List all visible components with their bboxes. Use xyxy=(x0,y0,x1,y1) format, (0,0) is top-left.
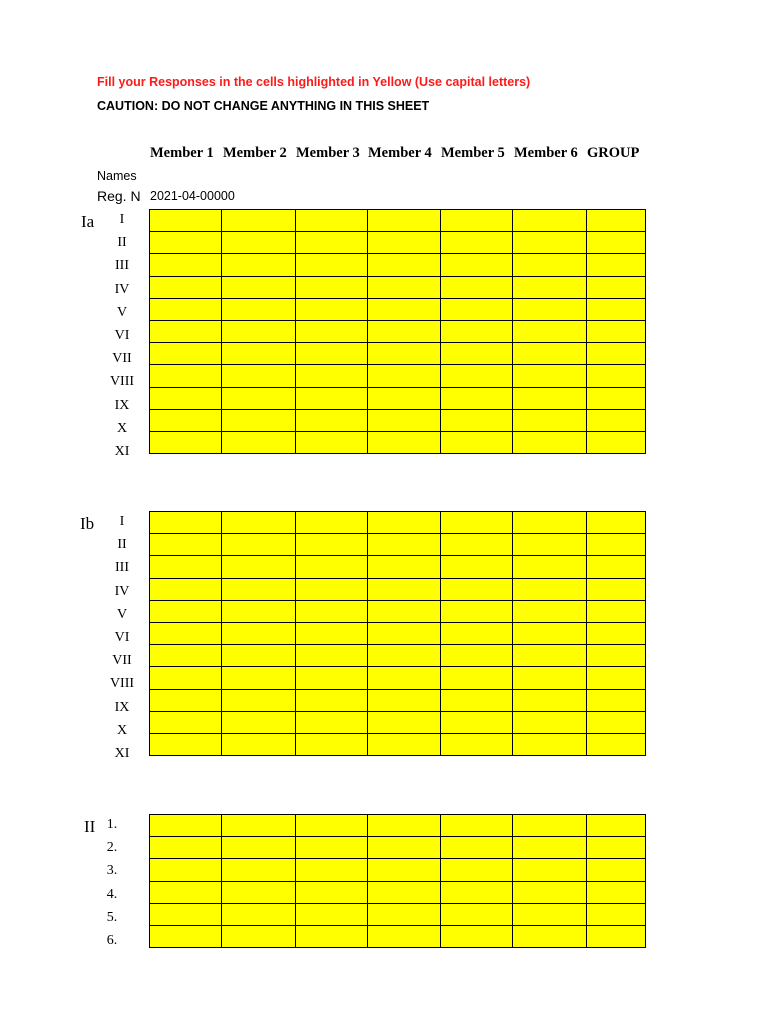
table-row xyxy=(150,622,646,644)
response-cell[interactable] xyxy=(150,431,222,453)
table-row xyxy=(150,711,646,733)
table-row xyxy=(150,733,646,755)
response-cell[interactable] xyxy=(367,387,440,409)
response-cell[interactable] xyxy=(586,556,645,578)
response-cell[interactable] xyxy=(586,320,645,342)
row-label: III xyxy=(115,560,129,576)
response-cell[interactable] xyxy=(367,343,440,365)
response-cell[interactable] xyxy=(441,210,513,232)
response-cell[interactable] xyxy=(150,254,222,276)
response-cell[interactable] xyxy=(441,276,513,298)
row-label: XI xyxy=(114,746,130,761)
response-cell[interactable] xyxy=(150,320,222,342)
response-cell[interactable] xyxy=(441,534,513,556)
response-cell[interactable] xyxy=(367,815,440,837)
response-cell[interactable] xyxy=(586,431,645,453)
row-label: I xyxy=(119,212,125,227)
response-cell[interactable] xyxy=(222,881,295,903)
response-cell[interactable] xyxy=(367,733,440,755)
response-cell[interactable] xyxy=(367,859,440,881)
response-cell[interactable] xyxy=(513,711,586,733)
response-cell[interactable] xyxy=(150,343,222,365)
response-cell[interactable] xyxy=(441,254,513,276)
response-cell[interactable] xyxy=(513,837,586,859)
response-cell[interactable] xyxy=(222,600,295,622)
response-cell[interactable] xyxy=(441,320,513,342)
row-label: IV xyxy=(114,583,130,599)
response-cell[interactable] xyxy=(222,711,295,733)
table-row xyxy=(150,512,646,534)
response-cell[interactable] xyxy=(150,859,222,881)
table-row xyxy=(150,365,646,387)
response-cell[interactable] xyxy=(586,512,645,534)
response-cell[interactable] xyxy=(222,534,295,556)
response-cell[interactable] xyxy=(222,859,295,881)
response-cell[interactable] xyxy=(150,622,222,644)
response-cell[interactable] xyxy=(367,254,440,276)
table-row xyxy=(150,431,646,453)
response-cell[interactable] xyxy=(367,903,440,925)
response-cell[interactable] xyxy=(222,622,295,644)
response-cell[interactable] xyxy=(150,298,222,320)
row-label: 1. xyxy=(106,817,118,832)
response-cell[interactable] xyxy=(586,733,645,755)
response-cell[interactable] xyxy=(295,711,367,733)
response-cell[interactable] xyxy=(367,881,440,903)
response-cell[interactable] xyxy=(367,512,440,534)
response-cell[interactable] xyxy=(586,815,645,837)
row-label: X xyxy=(116,420,128,436)
response-cell[interactable] xyxy=(513,387,586,409)
response-cell[interactable] xyxy=(586,276,645,298)
table-row xyxy=(150,578,646,600)
table-row xyxy=(150,534,646,556)
table-row xyxy=(150,387,646,409)
table-row xyxy=(150,881,646,903)
response-cell[interactable] xyxy=(222,276,295,298)
section-label: Ib xyxy=(80,514,95,533)
column-header-member-3: Member 3 xyxy=(296,145,360,161)
response-cell[interactable] xyxy=(513,431,586,453)
column-header-group: GROUP xyxy=(587,145,640,161)
row-label: 4. xyxy=(106,886,118,902)
response-cell[interactable] xyxy=(513,210,586,232)
response-cell[interactable] xyxy=(586,622,645,644)
response-cell[interactable] xyxy=(367,600,440,622)
response-cell[interactable] xyxy=(586,534,645,556)
names-label: Names xyxy=(97,169,137,183)
response-cell[interactable] xyxy=(441,711,513,733)
table-row xyxy=(150,837,646,859)
response-cell[interactable] xyxy=(513,512,586,534)
response-cell[interactable] xyxy=(586,837,645,859)
response-cell[interactable] xyxy=(222,645,295,667)
response-cell[interactable] xyxy=(441,645,513,667)
response-cell[interactable] xyxy=(513,689,586,711)
row-label: VIII xyxy=(109,676,135,692)
response-cell[interactable] xyxy=(586,903,645,925)
response-cell[interactable] xyxy=(586,689,645,711)
table-row xyxy=(150,925,646,947)
response-cell[interactable] xyxy=(295,232,367,254)
table-row xyxy=(150,815,646,837)
response-cell[interactable] xyxy=(513,320,586,342)
response-cell[interactable] xyxy=(513,645,586,667)
response-cell[interactable] xyxy=(222,556,295,578)
row-label: VI xyxy=(114,630,130,645)
section-label: II xyxy=(84,817,96,836)
response-cell[interactable] xyxy=(513,925,586,947)
response-cell[interactable] xyxy=(295,387,367,409)
table-row xyxy=(150,600,646,622)
response-cell[interactable] xyxy=(295,254,367,276)
row-label: 2. xyxy=(106,840,118,856)
response-cell[interactable] xyxy=(586,859,645,881)
table-row xyxy=(150,210,646,232)
response-cell[interactable] xyxy=(222,667,295,689)
row-label: III xyxy=(115,258,129,274)
response-grid xyxy=(149,209,646,454)
response-cell[interactable] xyxy=(367,534,440,556)
reg-number-label: Reg. N xyxy=(97,188,141,204)
row-label: I xyxy=(119,514,125,529)
response-cell[interactable] xyxy=(513,622,586,644)
response-cell[interactable] xyxy=(150,711,222,733)
caution-text: CAUTION: DO NOT CHANGE ANYTHING IN THIS SHEET xyxy=(97,99,430,113)
response-cell[interactable] xyxy=(150,365,222,387)
response-cell[interactable] xyxy=(295,733,367,755)
response-cell[interactable] xyxy=(513,600,586,622)
response-cell[interactable] xyxy=(295,409,367,431)
response-cell[interactable] xyxy=(441,733,513,755)
response-cell[interactable] xyxy=(513,903,586,925)
column-header-member-4: Member 4 xyxy=(368,145,432,161)
response-cell[interactable] xyxy=(513,534,586,556)
response-cell[interactable] xyxy=(295,534,367,556)
response-cell[interactable] xyxy=(513,733,586,755)
row-label: VII xyxy=(112,351,132,367)
response-cell[interactable] xyxy=(441,837,513,859)
table-row xyxy=(150,276,646,298)
response-cell[interactable] xyxy=(222,903,295,925)
response-cell[interactable] xyxy=(150,667,222,689)
response-cell[interactable] xyxy=(367,689,440,711)
response-cell[interactable] xyxy=(295,859,367,881)
response-cell[interactable] xyxy=(222,365,295,387)
response-cell[interactable] xyxy=(150,276,222,298)
response-cell[interactable] xyxy=(150,387,222,409)
response-cell[interactable] xyxy=(150,837,222,859)
response-cell[interactable] xyxy=(150,815,222,837)
response-cell[interactable] xyxy=(367,276,440,298)
response-cell[interactable] xyxy=(367,711,440,733)
table-row xyxy=(150,667,646,689)
response-cell[interactable] xyxy=(295,298,367,320)
response-cell[interactable] xyxy=(367,837,440,859)
row-label: VIII xyxy=(109,374,135,390)
section-label: Ia xyxy=(81,212,95,231)
row-label: V xyxy=(116,304,128,320)
response-cell[interactable] xyxy=(222,925,295,947)
table-row xyxy=(150,320,646,342)
response-cell[interactable] xyxy=(586,232,645,254)
response-cell[interactable] xyxy=(513,343,586,365)
table-row xyxy=(150,645,646,667)
response-cell[interactable] xyxy=(367,431,440,453)
row-label: IV xyxy=(114,281,130,297)
response-cell[interactable] xyxy=(295,578,367,600)
row-label: II xyxy=(117,235,127,251)
response-cell[interactable] xyxy=(586,409,645,431)
response-cell[interactable] xyxy=(367,298,440,320)
response-cell[interactable] xyxy=(367,210,440,232)
response-cell[interactable] xyxy=(586,254,645,276)
response-cell[interactable] xyxy=(513,556,586,578)
table-row xyxy=(150,298,646,320)
response-cell[interactable] xyxy=(441,556,513,578)
response-cell[interactable] xyxy=(150,409,222,431)
response-cell[interactable] xyxy=(441,925,513,947)
response-cell[interactable] xyxy=(513,881,586,903)
column-header-member-6: Member 6 xyxy=(514,145,578,161)
table-row xyxy=(150,903,646,925)
response-cell[interactable] xyxy=(586,210,645,232)
response-cell[interactable] xyxy=(441,232,513,254)
response-cell[interactable] xyxy=(150,689,222,711)
response-cell[interactable] xyxy=(222,815,295,837)
response-cell[interactable] xyxy=(513,298,586,320)
response-cell[interactable] xyxy=(441,903,513,925)
response-grid xyxy=(149,814,646,948)
response-cell[interactable] xyxy=(441,431,513,453)
row-label: XI xyxy=(114,444,130,459)
response-cell[interactable] xyxy=(586,298,645,320)
row-label: VII xyxy=(112,653,132,669)
response-cell[interactable] xyxy=(513,859,586,881)
row-label: II xyxy=(117,537,127,553)
response-cell[interactable] xyxy=(586,578,645,600)
response-cell[interactable] xyxy=(222,232,295,254)
row-label: VI xyxy=(114,328,130,343)
column-header-member-2: Member 2 xyxy=(223,145,287,161)
response-cell[interactable] xyxy=(441,365,513,387)
response-cell[interactable] xyxy=(150,210,222,232)
response-cell[interactable] xyxy=(295,667,367,689)
response-cell[interactable] xyxy=(441,667,513,689)
response-cell[interactable] xyxy=(586,881,645,903)
response-cell[interactable] xyxy=(222,298,295,320)
table-row xyxy=(150,859,646,881)
response-cell[interactable] xyxy=(586,645,645,667)
reg-number-value: 2021-04-00000 xyxy=(150,189,235,203)
response-cell[interactable] xyxy=(513,667,586,689)
response-cell[interactable] xyxy=(222,409,295,431)
response-cell[interactable] xyxy=(222,512,295,534)
response-cell[interactable] xyxy=(513,578,586,600)
response-cell[interactable] xyxy=(295,556,367,578)
row-label: IX xyxy=(114,699,130,715)
response-cell[interactable] xyxy=(295,622,367,644)
response-cell[interactable] xyxy=(222,343,295,365)
response-cell[interactable] xyxy=(222,387,295,409)
response-cell[interactable] xyxy=(222,254,295,276)
response-cell[interactable] xyxy=(150,556,222,578)
table-row xyxy=(150,254,646,276)
response-cell[interactable] xyxy=(295,881,367,903)
response-cell[interactable] xyxy=(150,645,222,667)
response-cell[interactable] xyxy=(513,409,586,431)
response-cell[interactable] xyxy=(586,343,645,365)
response-cell[interactable] xyxy=(586,711,645,733)
response-cell[interactable] xyxy=(295,689,367,711)
response-cell[interactable] xyxy=(295,210,367,232)
response-cell[interactable] xyxy=(513,815,586,837)
response-cell[interactable] xyxy=(295,837,367,859)
response-cell[interactable] xyxy=(295,645,367,667)
response-cell[interactable] xyxy=(222,320,295,342)
response-cell[interactable] xyxy=(367,925,440,947)
response-grid xyxy=(149,511,646,756)
response-cell[interactable] xyxy=(150,578,222,600)
row-label: 3. xyxy=(106,863,118,879)
response-cell[interactable] xyxy=(513,232,586,254)
response-cell[interactable] xyxy=(295,320,367,342)
response-cell[interactable] xyxy=(441,298,513,320)
response-cell[interactable] xyxy=(367,365,440,387)
column-header-member-5: Member 5 xyxy=(441,145,505,161)
response-cell[interactable] xyxy=(441,815,513,837)
response-cell[interactable] xyxy=(295,600,367,622)
response-cell[interactable] xyxy=(586,925,645,947)
response-cell[interactable] xyxy=(513,276,586,298)
response-cell[interactable] xyxy=(513,254,586,276)
response-cell[interactable] xyxy=(150,881,222,903)
row-label: V xyxy=(116,606,128,622)
response-cell[interactable] xyxy=(367,320,440,342)
response-cell[interactable] xyxy=(513,365,586,387)
row-label: X xyxy=(116,722,128,738)
response-cell[interactable] xyxy=(367,232,440,254)
response-cell[interactable] xyxy=(150,512,222,534)
response-cell[interactable] xyxy=(367,556,440,578)
response-cell[interactable] xyxy=(295,512,367,534)
response-cell[interactable] xyxy=(150,733,222,755)
table-row xyxy=(150,343,646,365)
response-cell[interactable] xyxy=(367,578,440,600)
response-cell[interactable] xyxy=(367,409,440,431)
response-cell[interactable] xyxy=(295,343,367,365)
response-cell[interactable] xyxy=(222,837,295,859)
response-cell[interactable] xyxy=(295,276,367,298)
row-label: IX xyxy=(114,397,130,413)
response-cell[interactable] xyxy=(441,512,513,534)
response-cell[interactable] xyxy=(441,387,513,409)
column-header-member-1: Member 1 xyxy=(150,145,214,161)
response-cell[interactable] xyxy=(367,622,440,644)
table-row xyxy=(150,232,646,254)
response-cell[interactable] xyxy=(441,600,513,622)
response-cell[interactable] xyxy=(222,733,295,755)
response-cell[interactable] xyxy=(441,859,513,881)
response-cell[interactable] xyxy=(441,881,513,903)
response-cell[interactable] xyxy=(586,387,645,409)
response-cell[interactable] xyxy=(586,667,645,689)
response-cell[interactable] xyxy=(222,578,295,600)
response-cell[interactable] xyxy=(586,365,645,387)
response-cell[interactable] xyxy=(150,600,222,622)
response-cell[interactable] xyxy=(586,600,645,622)
row-label: 6. xyxy=(106,933,118,948)
response-cell[interactable] xyxy=(222,210,295,232)
response-cell[interactable] xyxy=(295,903,367,925)
table-row xyxy=(150,689,646,711)
response-cell[interactable] xyxy=(222,431,295,453)
response-cell[interactable] xyxy=(295,925,367,947)
table-row xyxy=(150,556,646,578)
response-cell[interactable] xyxy=(441,409,513,431)
response-cell[interactable] xyxy=(367,645,440,667)
response-cell[interactable] xyxy=(441,343,513,365)
table-row xyxy=(150,409,646,431)
response-cell[interactable] xyxy=(295,815,367,837)
response-cell[interactable] xyxy=(150,925,222,947)
response-cell[interactable] xyxy=(222,689,295,711)
instruction-text: Fill your Responses in the cells highlighted in Yellow (Use capital letters) xyxy=(97,75,531,89)
response-cell[interactable] xyxy=(367,667,440,689)
response-cell[interactable] xyxy=(295,365,367,387)
response-cell[interactable] xyxy=(150,903,222,925)
response-cell[interactable] xyxy=(441,578,513,600)
response-cell[interactable] xyxy=(150,534,222,556)
response-cell[interactable] xyxy=(295,431,367,453)
response-cell[interactable] xyxy=(441,622,513,644)
response-cell[interactable] xyxy=(441,689,513,711)
response-cell[interactable] xyxy=(150,232,222,254)
row-label: 5. xyxy=(106,909,118,925)
